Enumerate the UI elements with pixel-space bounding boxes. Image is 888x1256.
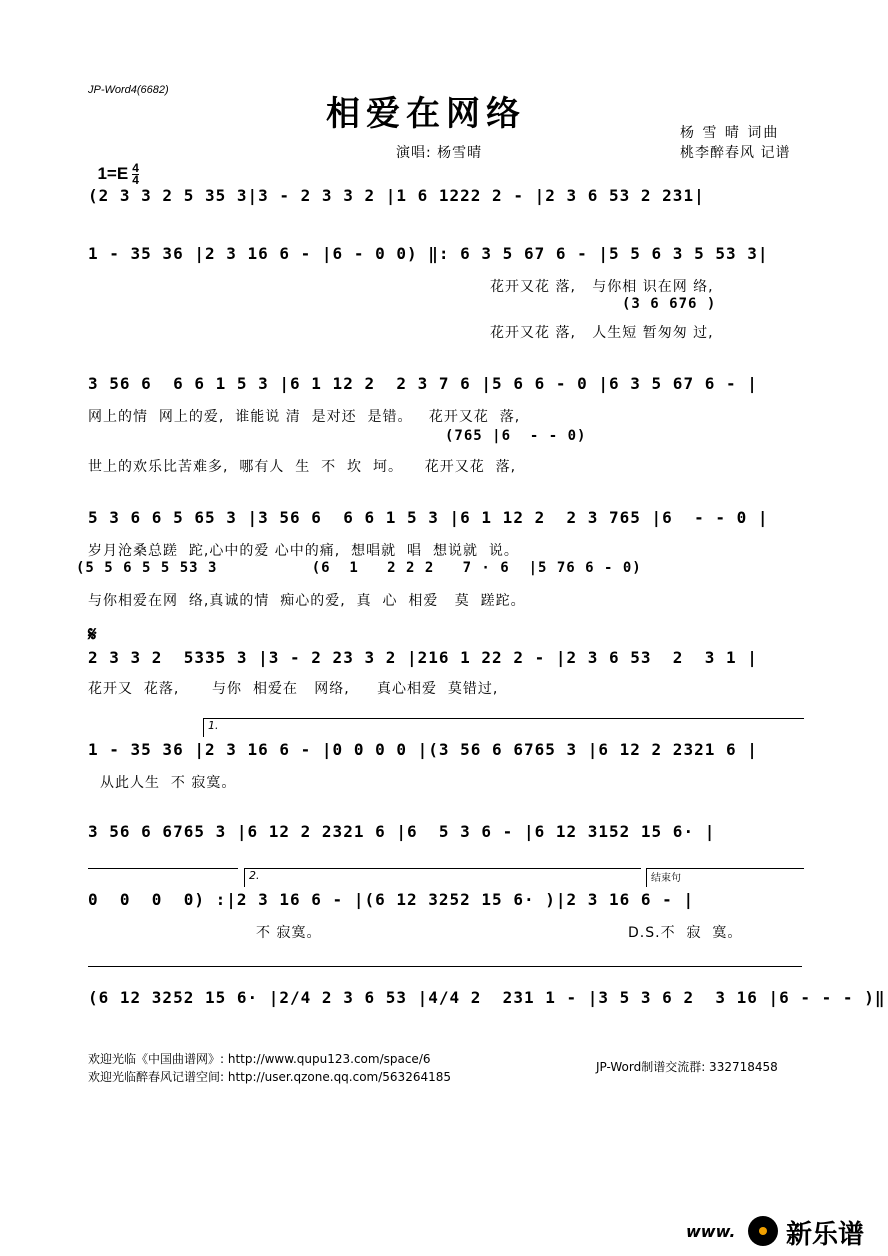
volta-1-bracket xyxy=(203,718,804,737)
key-label: 1=E xyxy=(97,163,129,183)
segno-sign: 𝄋 xyxy=(88,622,97,646)
score-line-2-alt: (3 6 676 ) xyxy=(622,296,717,312)
lyric-line-3a: 网上的情 网上的爱, 谁能说 清 是对还 是错。 花开又花 落, xyxy=(88,409,521,425)
score-line-4-alt: (5 5 6 5 5 53 3 (6 1 2 2 2 7 · 6 |5 76 6 - 0) xyxy=(76,560,642,576)
watermark-brand: 新乐谱 xyxy=(786,1220,865,1250)
lyric-line-2a: 花开又花 落, 与你相 识在网 络, xyxy=(490,279,714,295)
time-denominator: 4 xyxy=(132,173,139,187)
transcriber-credit: 桃李醉春风 记谱 xyxy=(680,145,791,161)
volta-2-bracket xyxy=(244,868,641,887)
record-label-dot xyxy=(759,1227,767,1235)
score-line-3: 3 56 6 6 6 1 5 3 |6 1 12 2 2 3 7 6 |5 6 6 - 0 |6 3 5 67 6 - | xyxy=(88,374,758,393)
coda-label: 结束句 xyxy=(651,873,681,884)
score-line-7: 3 56 6 6765 3 |6 12 2 2321 6 |6 5 3 6 - |6 12 3152 15 6· | xyxy=(88,822,716,841)
score-line-9: (6 12 3252 15 6· |2/4 2 3 6 53 |4/4 2 231 1 - |3 5 3 6 2 3 16 |6 - - - )‖ xyxy=(88,988,886,1007)
score-line-8: 0 0 0 0) :|2 3 16 6 - |(6 12 3252 15 6· )|2 3 16 6 - | xyxy=(88,890,695,909)
volta-2-label: 2. xyxy=(249,869,260,882)
score-line-6: 1 - 35 36 |2 3 16 6 - |0 0 0 0 |(3 56 6 6765 3 |6 12 2 2321 6 | xyxy=(88,740,758,759)
singer-credit: 演唱: 杨雪晴 xyxy=(396,145,483,161)
time-numerator: 4 xyxy=(132,161,139,175)
score-line-2: 1 - 35 36 |2 3 16 6 - |6 - 0 0) ‖: 6 3 5 67 6 - |5 5 6 3 5 53 3| xyxy=(88,244,769,263)
lyric-line-4b: 与你相爱在网 络,真诚的情 痴心的爱, 真 心 相爱 莫 蹉跎。 xyxy=(88,593,526,609)
lyric-line-2b: 花开又花 落, 人生短 暂匆匆 过, xyxy=(490,325,714,341)
score-line-5: 2 3 3 2 5335 3 |3 - 2 23 3 2 |216 1 22 2 - |2 3 6 53 2 3 1 | xyxy=(88,648,758,667)
lyric-line-3b: 世上的欢乐比苦难多, 哪有人 生 不 坎 坷。 花开又花 落, xyxy=(88,459,517,475)
continuation-line xyxy=(88,868,238,869)
lyric-line-8a: 不 寂寞。 xyxy=(256,925,322,941)
composer-credit: 杨 雪 晴 词曲 xyxy=(680,125,780,141)
volta-1-label: 1. xyxy=(208,719,219,732)
lyric-line-8b: D.S.不 寂 寞。 xyxy=(628,925,743,941)
footer-link-1[interactable]: 欢迎光临《中国曲谱网》: http://www.qupu123.com/space/6 xyxy=(88,1052,431,1066)
time-signature xyxy=(132,163,139,186)
song-title: 相爱在网络 xyxy=(326,94,526,134)
lyric-line-5: 花开又 花落, 与你 相爱在 网络, 真心相爱 莫错过, xyxy=(88,681,499,697)
lyric-line-4a: 岁月沧桑总蹉 跎,心中的爱 心中的痛, 想唱就 唱 想说就 说。 xyxy=(88,543,519,559)
watermark-prefix: www. xyxy=(686,1222,736,1241)
lyric-line-6: 从此人生 不 寂寞。 xyxy=(100,775,237,791)
software-tag: JP-Word4(6682) xyxy=(88,84,169,96)
vinyl-record-icon xyxy=(748,1216,778,1246)
score-line-1: (2 3 3 2 5 35 3|3 - 2 3 3 2 |1 6 1222 2 - |2 3 6 53 2 231| xyxy=(88,186,705,205)
score-line-4: 5 3 6 6 5 65 3 |3 56 6 6 6 1 5 3 |6 1 12 2 2 3 765 |6 - - 0 | xyxy=(88,508,769,527)
tie-line xyxy=(88,966,802,967)
key-signature xyxy=(88,143,139,186)
score-line-3-alt: (765 |6 - - 0) xyxy=(445,428,587,444)
footer-link-2[interactable]: 欢迎光临醉春风记谱空间: http://user.qzone.qq.com/563264185 xyxy=(88,1070,452,1084)
coda-bracket xyxy=(646,868,804,887)
footer-group: JP-Word制谱交流群: 332718458 xyxy=(596,1060,778,1074)
